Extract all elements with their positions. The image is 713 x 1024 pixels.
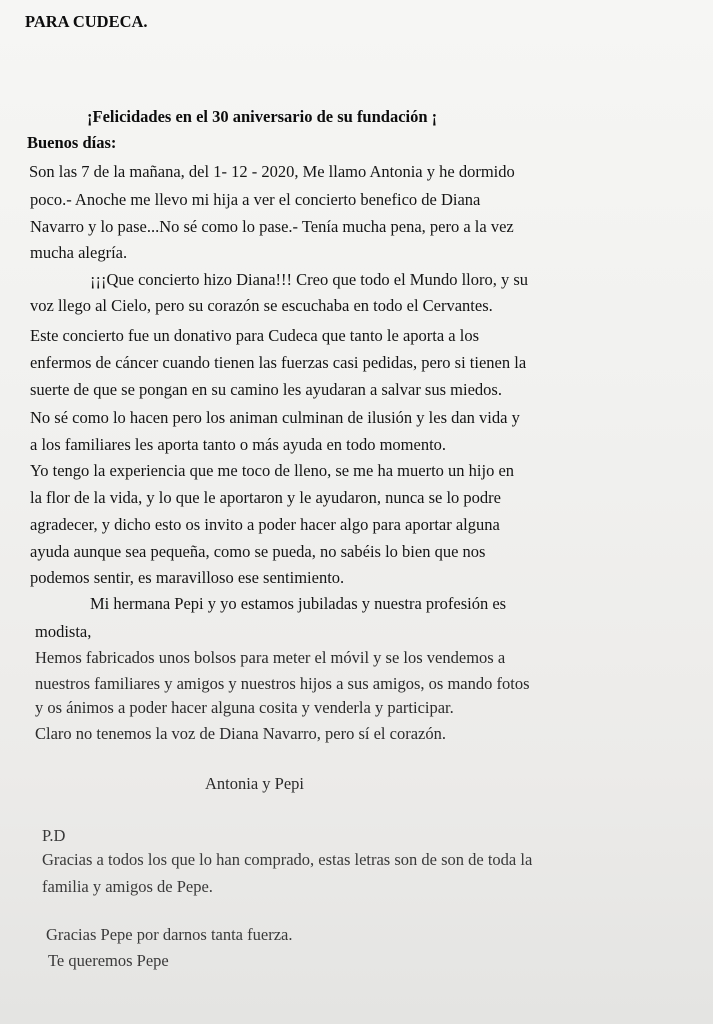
body-line: agradecer, y dicho esto os invito a poder hacer algo para aportar alguna: [30, 515, 500, 534]
letter-title: ¡Felicidades en el 30 aniversario de su fundación ¡: [87, 107, 438, 126]
body-line: y os ánimos a poder hacer alguna cosita y venderla y participar.: [35, 698, 454, 717]
body-line: Son las 7 de la mañana, del 1- 12 - 2020, Me llamo Antonia y he dormido: [29, 162, 515, 181]
body-line: voz llego al Cielo, pero su corazón se escuchaba en todo el Cervantes.: [30, 296, 493, 315]
signature: Antonia y Pepi: [205, 774, 304, 793]
ps-line: Gracias a todos los que lo han comprado, estas letras son de son de toda la: [42, 850, 533, 869]
body-line: suerte de que se pongan en su camino les ayudaran a salvar sus miedos.: [30, 380, 502, 399]
closing-line: Gracias Pepe por darnos tanta fuerza.: [46, 925, 293, 944]
body-line: Navarro y lo pase...No sé como lo pase.- Tenía mucha pena, pero a la vez: [30, 217, 514, 236]
body-line: modista,: [35, 622, 92, 641]
body-line: poco.- Anoche me llevo mi hija a ver el concierto benefico de Diana: [30, 190, 481, 209]
body-line: No sé como lo hacen pero los animan culminan de ilusión y les dan vida y: [30, 408, 520, 427]
ps-label: P.D: [42, 826, 66, 845]
body-line: enfermos de cáncer cuando tienen las fuerzas casi pedidas, pero si tienen la: [30, 353, 527, 372]
ps-line: familia y amigos de Pepe.: [42, 877, 213, 896]
letter-heading: PARA CUDECA.: [25, 12, 148, 31]
body-line: la flor de la vida, y lo que le aportaron y le ayudaron, nunca se lo podre: [30, 488, 501, 507]
body-line: mucha alegría.: [30, 243, 128, 262]
body-line: podemos sentir, es maravilloso ese sentimiento.: [30, 568, 345, 587]
body-line: Claro no tenemos la voz de Diana Navarro, pero sí el corazón.: [35, 724, 446, 743]
body-line: Este concierto fue un donativo para Cudeca que tanto le aporta a los: [30, 326, 479, 345]
body-line: Hemos fabricados unos bolsos para meter el móvil y se los vendemos a: [35, 648, 506, 667]
body-line: a los familiares les aporta tanto o más ayuda en todo momento.: [30, 435, 447, 454]
body-line: nuestros familiares y amigos y nuestros hijos a sus amigos, os mando fotos: [35, 674, 530, 693]
body-line: ayuda aunque sea pequeña, como se pueda, no sabéis lo bien que nos: [30, 542, 486, 561]
body-line: Mi hermana Pepi y yo estamos jubiladas y nuestra profesión es: [90, 594, 507, 613]
closing-line: Te queremos Pepe: [48, 951, 169, 970]
greeting: Buenos días:: [27, 133, 117, 152]
body-line: Yo tengo la experiencia que me toco de lleno, se me ha muerto un hijo en: [30, 461, 515, 480]
body-line: ¡¡¡Que concierto hizo Diana!!! Creo que todo el Mundo lloro, y su: [90, 270, 529, 289]
